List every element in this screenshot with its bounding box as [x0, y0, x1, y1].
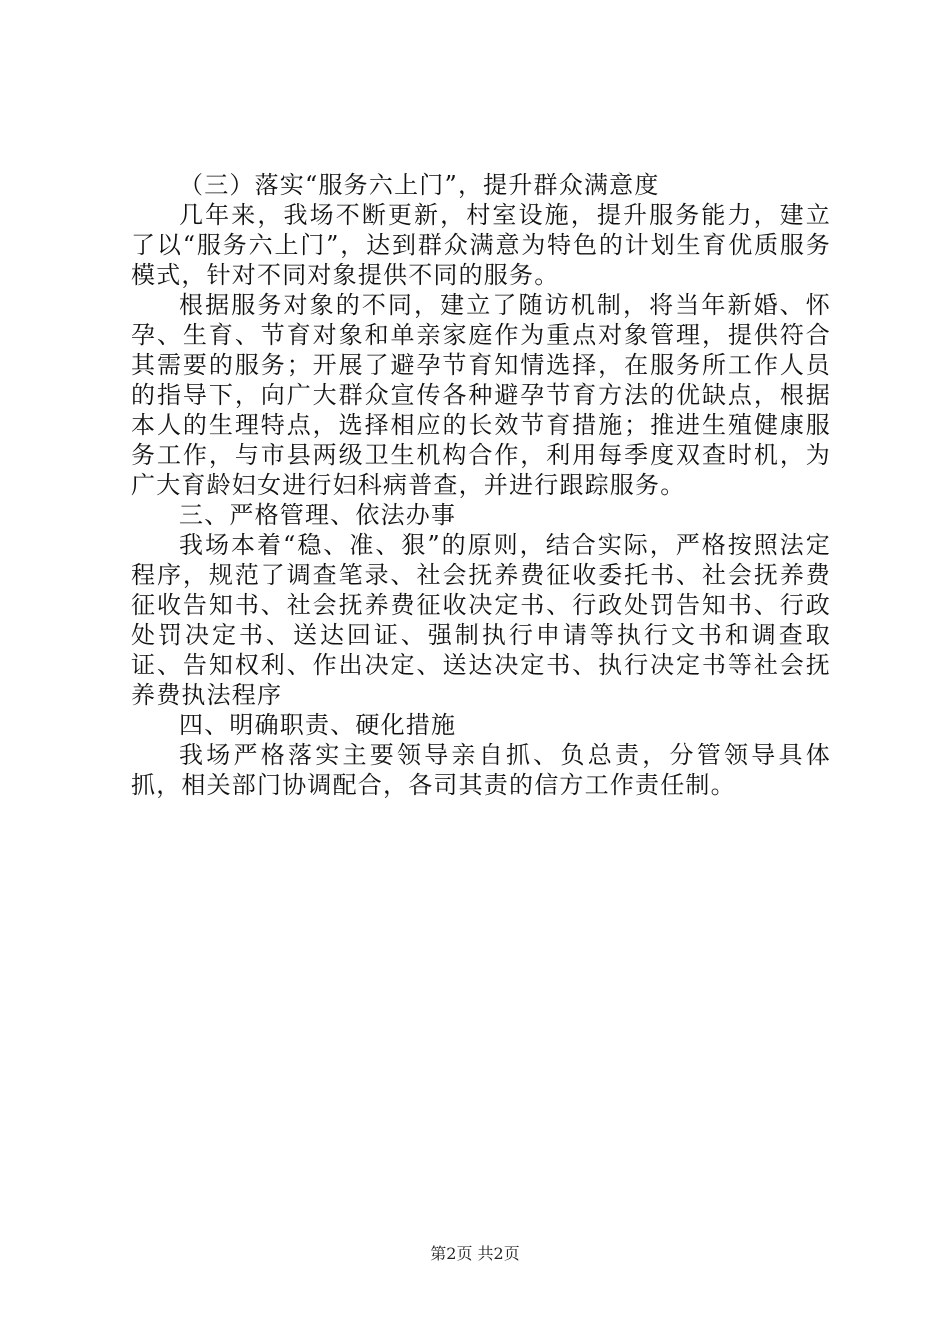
subsection-heading-three: （三）落实“服务六上门”，提升群众满意度 [179, 171, 660, 199]
body-paragraph: 几年来，我场不断更新，村室设施，提升服务能力，建立了以“服务六上门”，达到群众满意为特色的计划生育优质服务模式，针对不同对象提供不同的服务。 [131, 201, 831, 289]
section-heading-four: 四、明确职责、硬化措施 [179, 711, 457, 739]
body-paragraph: 根据服务对象的不同，建立了随访机制，将当年新婚、怀孕、生育、节育对象和单亲家庭作为重点对象管理，提供符合其需要的服务；开展了避孕节育知情选择，在服务所工作人员的指导下，向广大群众宣传各种避孕节育方法的优缺点，根据本人的生理特点，选择相应的长效节育措施；推进生殖健康服务工作，与市县两级卫生机构合作，利用每季度双查时机，为广大育龄妇女进行妇科病普查，并进行跟踪服务。 [131, 291, 831, 499]
page-footer: 第2页 共2页 [430, 1244, 520, 1263]
body-paragraph: 我场本着“稳、准、狠”的原则，结合实际，严格按照法定程序，规范了调查笔录、社会抚养费征收委托书、社会抚养费征收告知书、社会抚养费征收决定书、行政处罚告知书、行政处罚决定书、送达回证、强制执行申请等执行文书和调查取证、告知权利、作出决定、送达决定书、执行决定书等社会抚养费执法程序 [131, 531, 831, 709]
body-paragraph: 我场严格落实主要领导亲自抓、负总责，分管领导具体抓，相关部门协调配合，各司其责的信方工作责任制。 [131, 741, 831, 799]
section-heading-three: 三、严格管理、依法办事 [179, 501, 457, 529]
document-body [131, 170, 831, 800]
